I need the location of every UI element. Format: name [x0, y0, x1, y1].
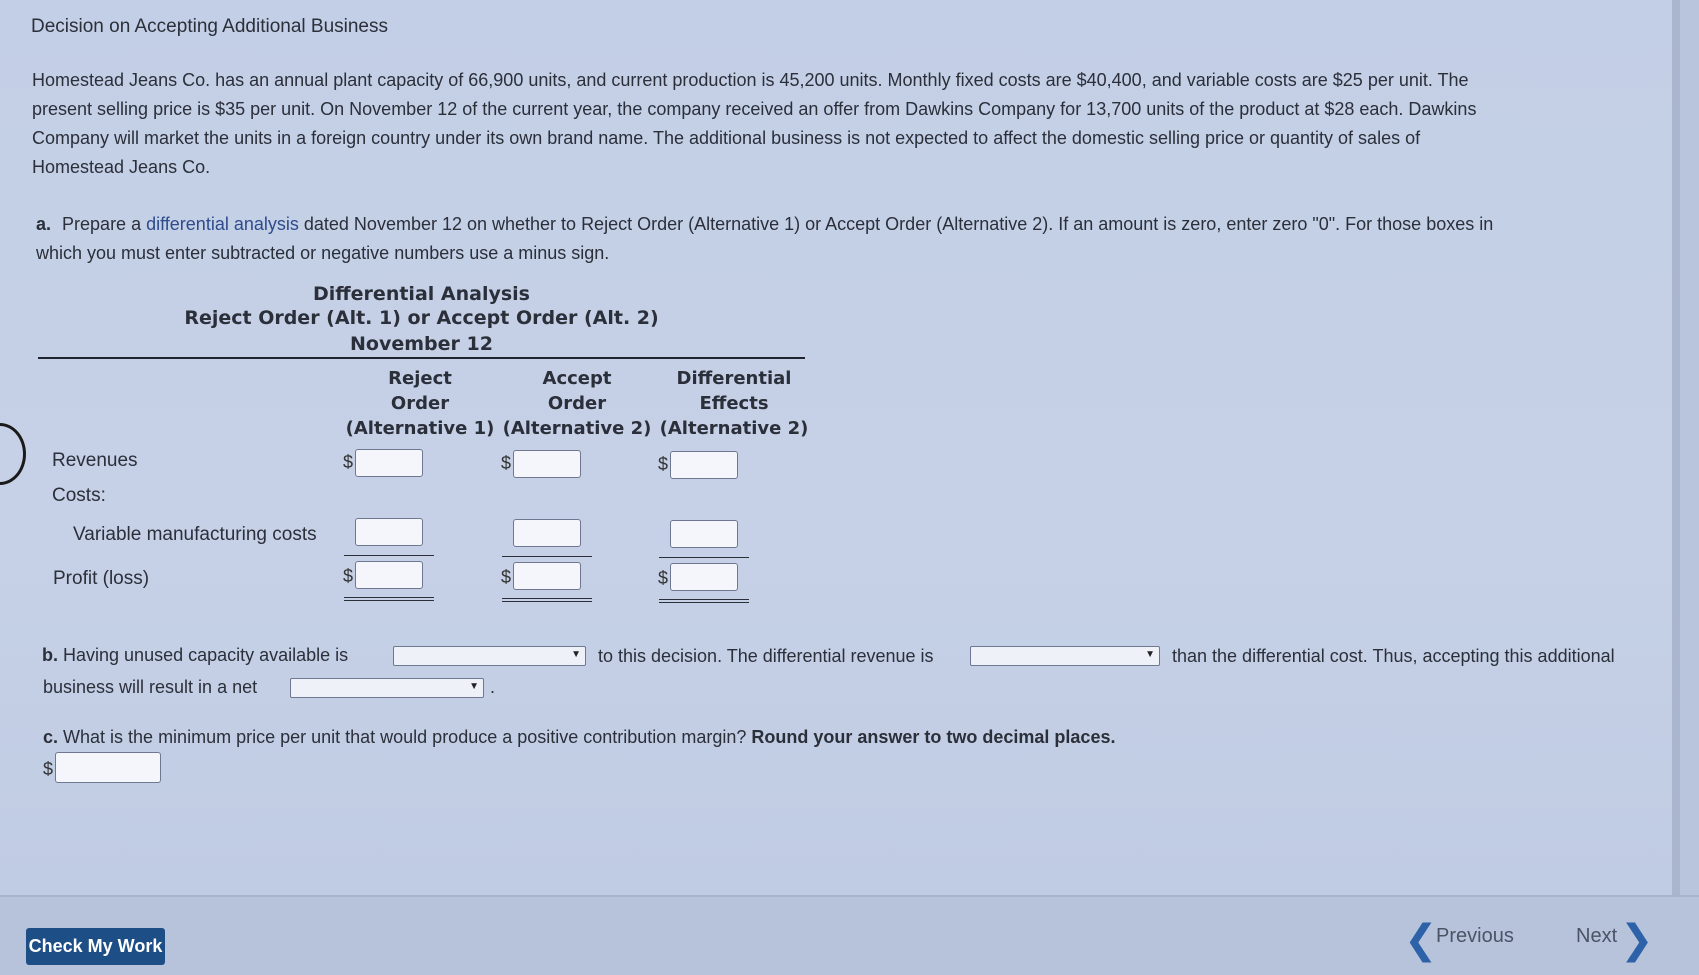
total-double-rule [344, 597, 434, 601]
currency-symbol: $ [658, 568, 669, 588]
col-line: Order [390, 393, 450, 414]
table-subheading: Reject Order (Alt. 1) or Accept Order (Alt. 2) [184, 307, 659, 329]
currency-symbol: $ [658, 454, 669, 474]
col-line: Reject [388, 368, 452, 389]
part-c-text: What is the minimum price per unit that would produce a positive contribution margin? [63, 727, 747, 747]
column-header-differential [654, 366, 814, 441]
differential-analysis-link[interactable]: differential analysis [146, 214, 299, 234]
part-a-text-before: Prepare a [62, 214, 142, 234]
part-a-line-1 [36, 210, 1656, 239]
intro-line: Company will market the units in a foreign country under its own brand name. The additional business is not expected to affect the domestic selling price or quantity of sales of [32, 128, 1421, 148]
variable-costs-alt2-input[interactable] [513, 519, 581, 547]
table-heading: Differential Analysis [313, 283, 530, 305]
subtotal-rule [659, 557, 749, 558]
profit-differential-input[interactable] [670, 563, 738, 591]
unused-capacity-dropdown[interactable] [393, 646, 586, 666]
part-b-period: . [490, 677, 496, 697]
next-button[interactable]: Next [1576, 925, 1618, 947]
col-line: Effects [699, 393, 769, 414]
part-a-line-2: which you must enter subtracted or negative numbers use a minus sign. [36, 243, 610, 263]
part-b-text-3: than the differential cost. Thus, accepting this additional [1172, 646, 1615, 666]
intro-line: Homestead Jeans Co. has an annual plant capacity of 66,900 units, and current production is 45,200 units. Monthly fixed costs are $40,400, and variable costs are $25 per unit. The [32, 70, 1469, 90]
profit-alt2-input[interactable] [513, 562, 581, 590]
currency-symbol: $ [43, 759, 54, 779]
previous-button[interactable]: Previous [1436, 925, 1514, 947]
col-line: (Alternative 1) [345, 418, 495, 439]
part-a-label: a. [36, 214, 52, 234]
table-top-rule [38, 357, 805, 359]
check-my-work-button[interactable]: Check My Work [26, 928, 165, 965]
revenues-differential-input[interactable] [670, 451, 738, 479]
revenues-alt2-input[interactable] [513, 450, 581, 478]
intro-line: Homestead Jeans Co. [32, 157, 211, 177]
net-result-dropdown[interactable] [290, 678, 484, 698]
differential-revenue-dropdown[interactable] [970, 646, 1160, 666]
col-line: Differential [676, 368, 792, 389]
row-label-costs: Costs: [52, 485, 106, 506]
currency-symbol: $ [501, 567, 512, 587]
column-header-accept [497, 366, 657, 441]
column-header-reject [340, 366, 500, 441]
chevron-left-icon[interactable]: ❮ [1404, 918, 1438, 962]
col-line: Order [547, 393, 607, 414]
chevron-down-icon: ▼ [1145, 649, 1155, 660]
problem-intro [32, 66, 1642, 182]
problem-title: Decision on Accepting Additional Business [31, 16, 389, 37]
profit-alt1-input[interactable] [355, 561, 423, 589]
intro-line: present selling price is $35 per unit. On November 12 of the current year, the company received an offer from Dawkins Company for 13,700 units of the product at $28 each. Dawkins [32, 99, 1477, 119]
part-b-text: Having unused capacity available is [63, 645, 349, 665]
part-b-label: b. [42, 645, 58, 665]
chevron-down-icon: ▼ [469, 681, 479, 692]
subtotal-rule [502, 556, 592, 557]
part-b-text-2: to this decision. The differential revenue is [598, 646, 934, 666]
col-line: Accept [542, 368, 612, 389]
chevron-down-icon: ▼ [571, 649, 581, 660]
row-label-revenues: Revenues [52, 450, 138, 471]
table-date: November 12 [350, 333, 493, 355]
col-line: (Alternative 2) [659, 418, 809, 439]
variable-costs-differential-input[interactable] [670, 520, 738, 548]
total-double-rule [659, 599, 749, 603]
row-label-profit: Profit (loss) [53, 568, 150, 589]
part-b-text-4: business will result in a net [43, 677, 258, 697]
part-b-text-1 [42, 645, 348, 666]
part-c-label: c. [43, 727, 59, 747]
row-label-variable-costs: Variable manufacturing costs [73, 524, 317, 545]
total-double-rule [502, 598, 592, 602]
col-line: (Alternative 2) [502, 418, 652, 439]
subtotal-rule [344, 555, 434, 556]
currency-symbol: $ [343, 452, 354, 472]
revenues-alt1-input[interactable] [355, 449, 423, 477]
currency-symbol: $ [343, 566, 354, 586]
chevron-right-icon[interactable]: ❯ [1620, 918, 1654, 962]
part-c-question [43, 727, 1115, 748]
minimum-price-input[interactable] [55, 752, 161, 783]
part-a-text-after: dated November 12 on whether to Reject Order (Alternative 1) or Accept Order (Alternative 2). If an amount is zero, enter zero "0". For those boxes in [303, 214, 1494, 234]
currency-symbol: $ [501, 453, 512, 473]
variable-costs-alt1-input[interactable] [355, 518, 423, 546]
part-a-instructions [36, 210, 1656, 268]
part-c-emphasis: Round your answer to two decimal places. [751, 727, 1116, 747]
